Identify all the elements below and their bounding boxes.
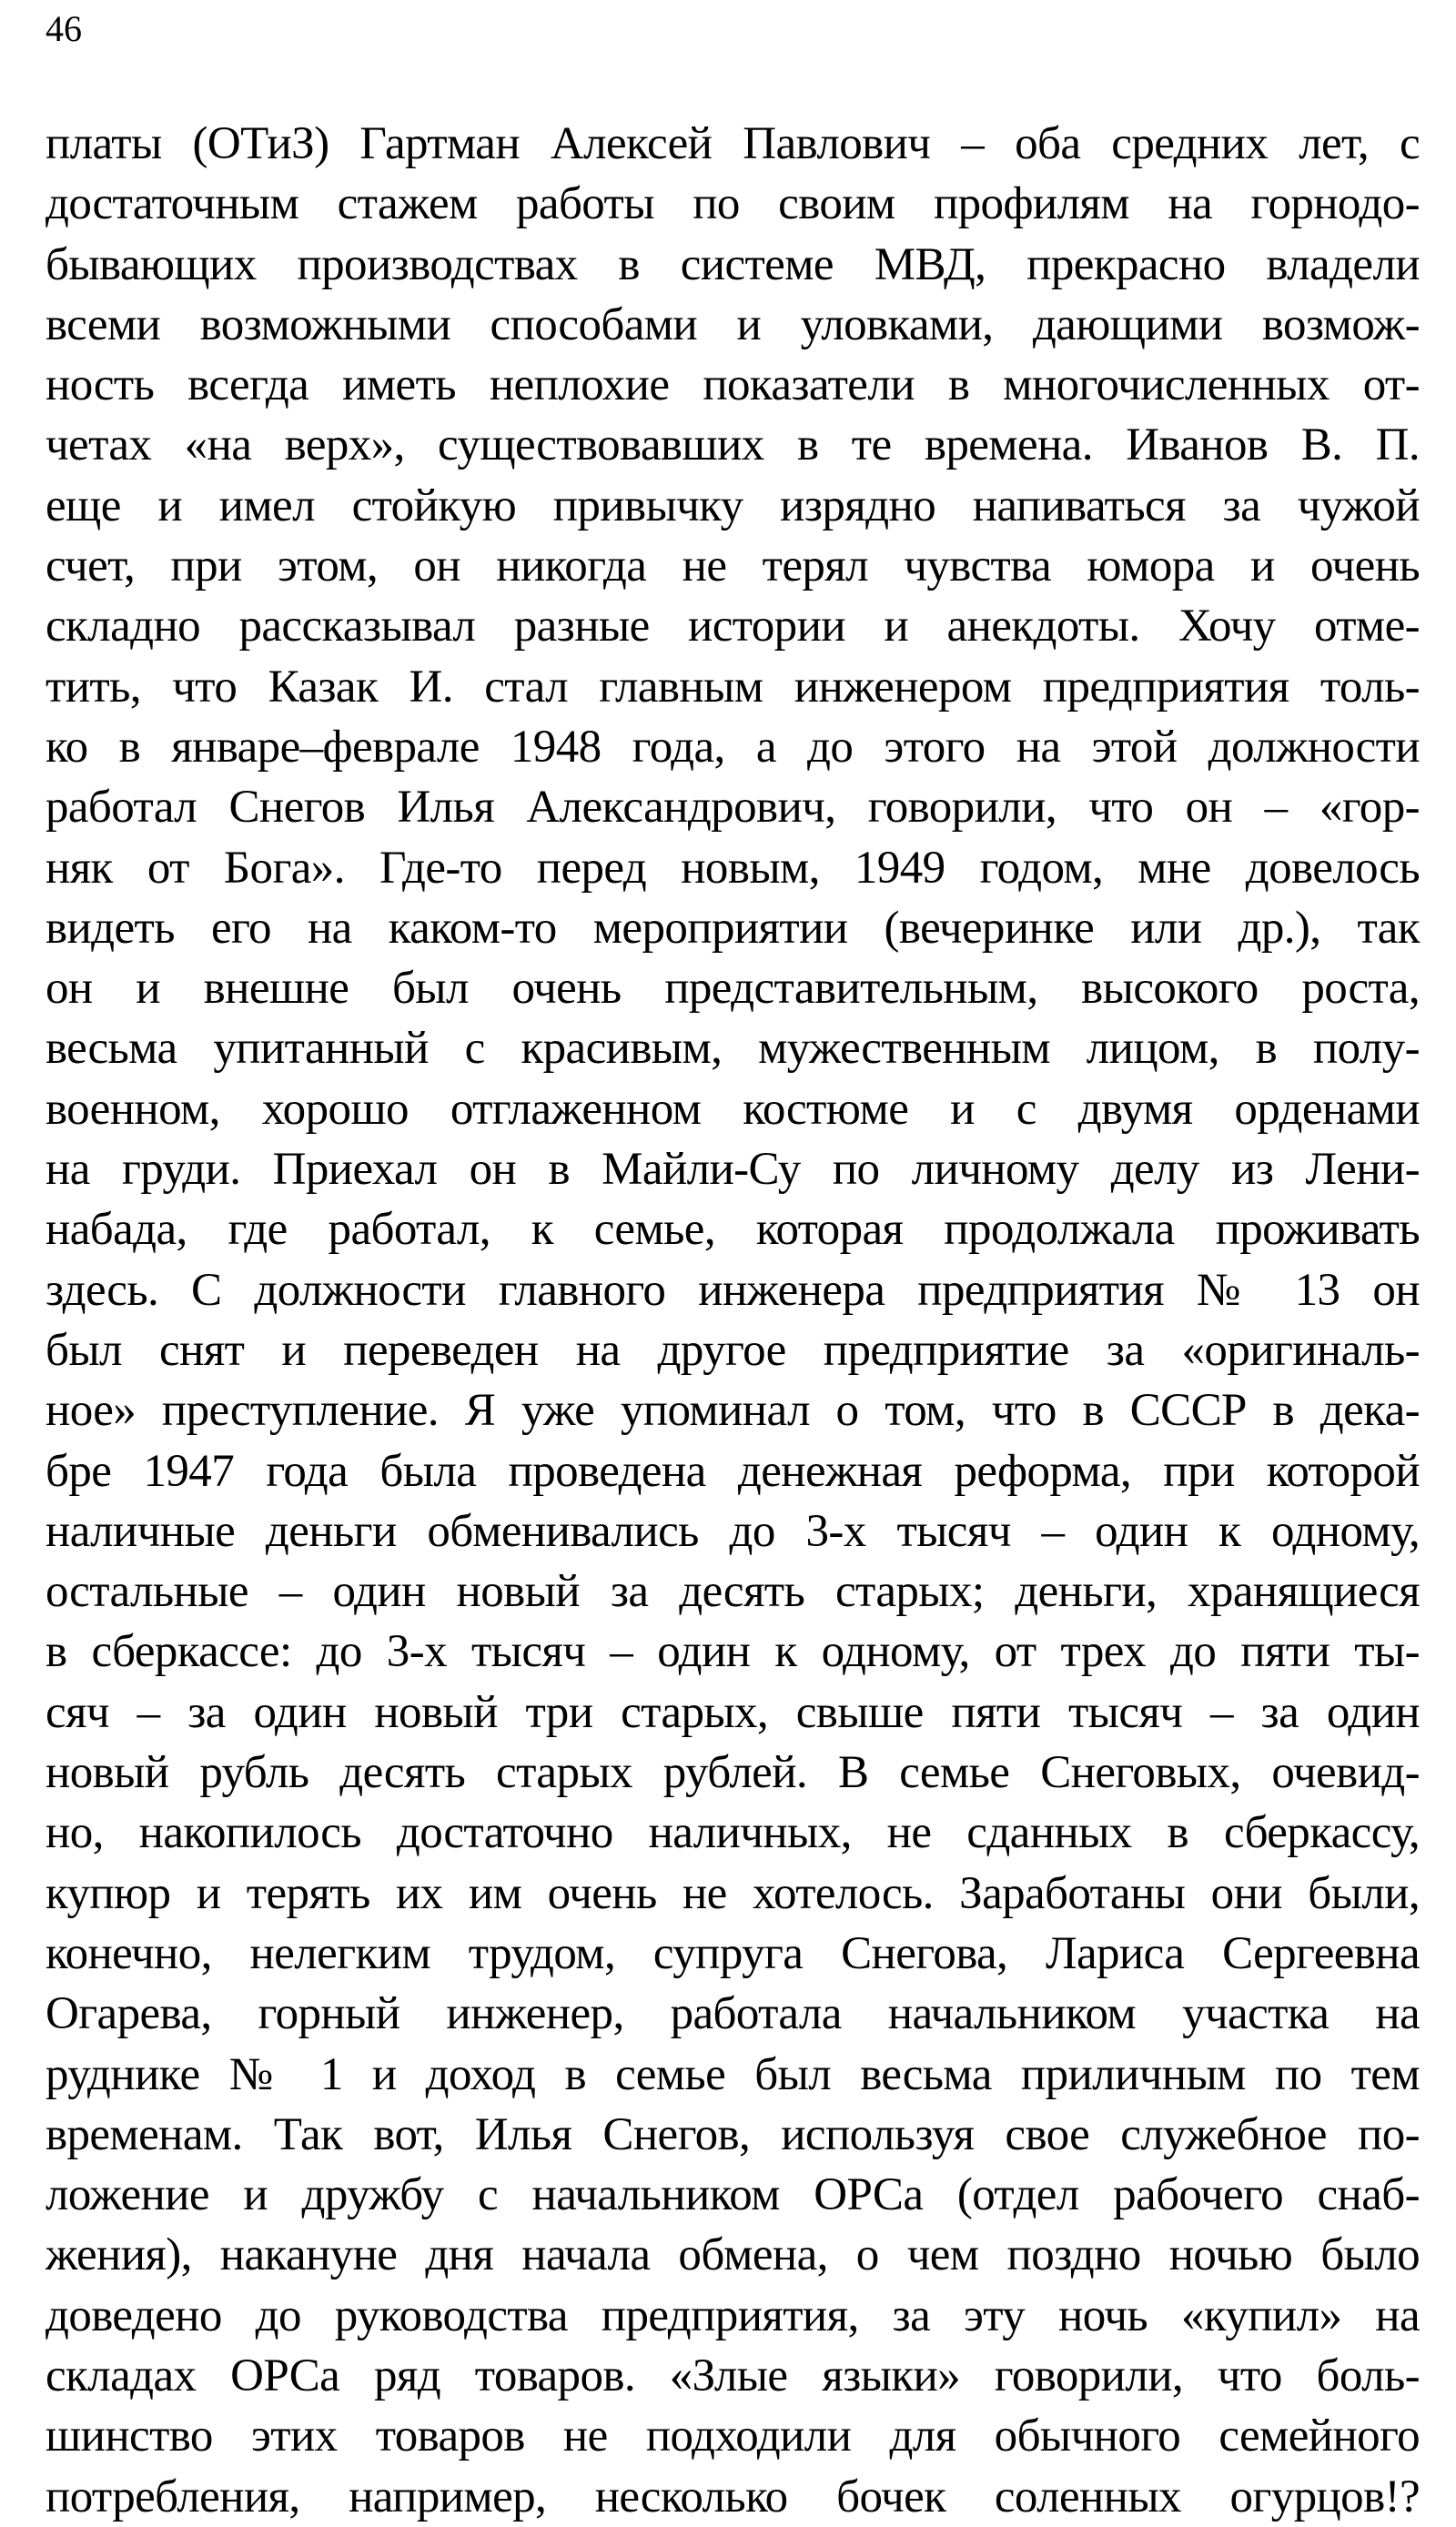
text-line: доведено до руководства предприятия, за эту ночь «купил» на bbox=[46, 2289, 1420, 2341]
page-number: 46 bbox=[46, 8, 82, 49]
text-line: достаточным стажем работы по своим профилям на горнодо- bbox=[46, 178, 1420, 230]
text-line: новый рубль десять старых рублей. В семье Снеговых, очевид- bbox=[46, 1747, 1420, 1799]
text-line: весьма упитанный с красивым, мужественным лицом, в полу- bbox=[46, 1023, 1420, 1075]
text-line: Огарева, горный инженер, работала начальником участка на bbox=[46, 1988, 1420, 2040]
text-line: наличные деньги обменивались до 3-х тысяч – один к одному, bbox=[46, 1505, 1420, 1557]
text-line: на груди. Приехал он в Майли-Су по личному делу из Лени- bbox=[46, 1144, 1420, 1196]
text-line: конечно, нелегким трудом, супруга Снегова, Лариса Сергеевна bbox=[46, 1927, 1420, 1979]
text-line: бывающих производствах в системе МВД, прекрасно владели bbox=[46, 238, 1420, 290]
text-line: купюр и терять их им очень не хотелось. Заработаны они были, bbox=[46, 1867, 1420, 1919]
text-line: няк от Бога». Где-то перед новым, 1949 годом, мне довелось bbox=[46, 842, 1420, 894]
text-line: набада, где работал, к семье, которая продолжала проживать bbox=[46, 1204, 1420, 1256]
text-line: военном, хорошо отглаженном костюме и с двумя орденами bbox=[46, 1083, 1420, 1135]
text-line: жения), накануне дня начала обмена, о чем поздно ночью было bbox=[46, 2229, 1420, 2281]
body-text bbox=[46, 114, 1420, 2527]
text-line: складно рассказывал разные истории и анекдоты. Хочу отме- bbox=[46, 601, 1420, 652]
text-line: потребления, например, несколько бочек соленных огурцов!? bbox=[46, 2471, 1420, 2522]
text-line: видеть его на каком-то мероприятии (вечеринке или др.), так bbox=[46, 902, 1420, 954]
text-line: ко в январе–феврале 1948 года, а до этого на этой должности bbox=[46, 721, 1420, 773]
text-line: тить, что Казак И. стал главным инженером предприятия толь- bbox=[46, 661, 1420, 713]
text-line: ное» преступление. Я уже упоминал о том, что в СССР в дека- bbox=[46, 1385, 1420, 1437]
text-line: руднике № 1 и доход в семье был весьма приличным по тем bbox=[46, 2048, 1420, 2100]
text-line: ложение и дружбу с начальником ОРСа (отдел рабочего снаб- bbox=[46, 2169, 1420, 2221]
text-line: счет, при этом, он никогда не терял чувства юмора и очень bbox=[46, 541, 1420, 592]
text-line: шинство этих товаров не подходили для обычного семейного bbox=[46, 2411, 1420, 2462]
text-line: всеми возможными способами и уловками, дающими возмож- bbox=[46, 298, 1420, 350]
text-line: был снят и переведен на другое предприятие за «оригиналь- bbox=[46, 1324, 1420, 1376]
text-line: здесь. С должности главного инженера предприятия № 13 он bbox=[46, 1264, 1420, 1316]
text-line: но, накопилось достаточно наличных, не сданных в сберкассу, bbox=[46, 1807, 1420, 1859]
text-line: складах ОРСа ряд товаров. «Злые языки» говорили, что боль- bbox=[46, 2350, 1420, 2401]
text-line: он и внешне был очень представительным, высокого роста, bbox=[46, 963, 1420, 1015]
text-line: временам. Так вот, Илья Снегов, используя свое служебное по- bbox=[46, 2108, 1420, 2160]
text-line: четах «на верх», существовавших в те времена. Иванов В. П. bbox=[46, 419, 1420, 471]
text-line: еще и имел стойкую привычку изрядно напиваться за чужой bbox=[46, 480, 1420, 531]
text-line: ность всегда иметь неплохие показатели в многочисленных от- bbox=[46, 359, 1420, 411]
text-line: работал Снегов Илья Александрович, говорили, что он – «гор- bbox=[46, 782, 1420, 834]
text-line: бре 1947 года была проведена денежная реформа, при которой bbox=[46, 1445, 1420, 1497]
text-line: в сберкассе: до 3-х тысяч – один к одному, от трех до пяти ты- bbox=[46, 1626, 1420, 1678]
text-line: платы (ОТиЗ) Гартман Алексей Павлович – оба средних лет, с bbox=[46, 118, 1420, 169]
text-line: сяч – за один новый три старых, свыше пяти тысяч – за один bbox=[46, 1686, 1420, 1738]
text-line: остальные – один новый за десять старых; деньги, хранящиеся bbox=[46, 1566, 1420, 1618]
